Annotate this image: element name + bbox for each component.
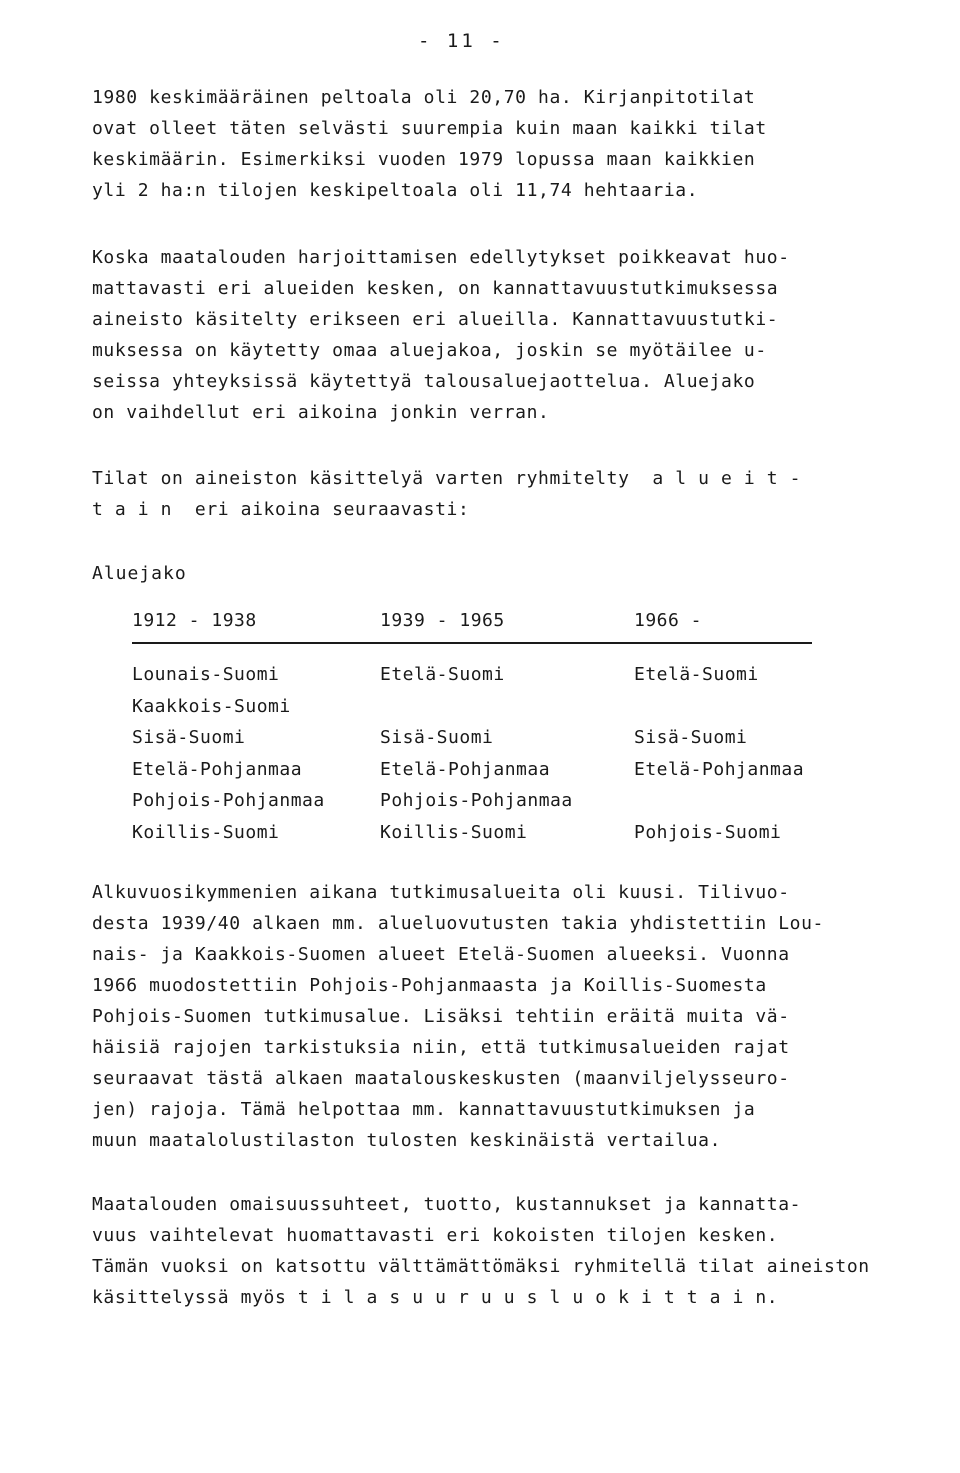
column-header: 1912 - 1938 <box>132 610 257 631</box>
table-cell: Koillis-Suomi <box>380 821 528 843</box>
paragraph-koska <box>92 242 912 428</box>
table-cell: Etelä-Suomi <box>634 664 759 685</box>
table-cell: Lounais-Suomi <box>132 664 280 685</box>
paragraph-maatalouden <box>92 1189 912 1313</box>
text-line: muksessa on käytetty omaa aluejakoa, joskin se myötäilee u- <box>92 340 767 361</box>
text-line: 1966 muodostettiin Pohjois-Pohjanmaasta ja Koillis-Suomesta <box>92 975 767 996</box>
table-cell: Etelä-Pohjanmaa <box>132 758 303 780</box>
table-row <box>132 759 832 791</box>
text-line: seuraavat tästä alkaen maatalouskeskusten (maanviljelysseuro- <box>92 1068 790 1089</box>
text-line: Pohjois-Suomen tutkimusalue. Lisäksi tehtiin eräitä muita vä- <box>92 1006 790 1027</box>
table-row <box>132 696 832 728</box>
text-line: Koska maatalouden harjoittamisen edellytykset poikkeavat huo- <box>92 247 790 268</box>
paragraph-intro <box>92 82 912 206</box>
table-row <box>132 664 832 696</box>
table-cell: Etelä-Pohjanmaa <box>380 758 551 780</box>
text-line: mattavasti eri alueiden kesken, on kannattavuustutkimuksessa <box>92 278 779 299</box>
aluejako-table <box>132 608 832 853</box>
table-cell: Koillis-Suomi <box>132 821 280 843</box>
column-header: 1939 - 1965 <box>380 610 505 631</box>
text-line: desta 1939/40 alkaen mm. alueluovutusten takia yhdistettiin Lou- <box>92 913 824 934</box>
table-cell: Pohjois-Pohjanmaa <box>132 790 325 811</box>
text-line: Maatalouden omaisuussuhteet, tuotto, kustannukset ja kannatta- <box>92 1194 802 1215</box>
text-line: jen) rajoja. Tämä helpottaa mm. kannattavuustutkimuksen ja <box>92 1099 756 1120</box>
table-cell: Etelä-Pohjanmaa <box>634 758 805 780</box>
table-header <box>132 608 812 644</box>
text-line: nais- ja Kaakkois-Suomen alueet Etelä-Suomen alueeksi. Vuonna <box>92 944 790 965</box>
text-line: t a i n eri aikoina seuraavasti: <box>92 499 470 520</box>
text-line: Tilat on aineiston käsittelyä varten ryhmitelty a l u e i t - <box>92 468 802 489</box>
paragraph-tilat <box>92 463 912 525</box>
page-number: - 11 - <box>418 30 505 52</box>
text-line: aineisto käsitelty erikseen eri alueilla. Kannattavuustutki- <box>92 309 779 330</box>
text-line: häisiä rajojen tarkistuksia niin, että tutkimusalueiden rajat <box>92 1037 790 1058</box>
text-line: 1980 keskimääräinen peltoala oli 20,70 ha. Kirjanpitotilat <box>92 87 756 108</box>
table-cell: Pohjois-Suomi <box>634 821 782 843</box>
text-line: keskimäärin. Esimerkiksi vuoden 1979 lopussa maan kaikkien <box>92 149 756 170</box>
table-cell: Sisä-Suomi <box>132 727 246 748</box>
table-cell: Pohjois-Pohjanmaa <box>380 790 573 811</box>
text-line: seissa yhteyksissä käytettyä talousaluejaottelua. Aluejako <box>92 371 756 392</box>
column-header: 1966 - <box>634 610 703 631</box>
text-line: käsittelyssä myös t i l a s u u r u u s l u o k i t t a i n. <box>92 1287 779 1308</box>
text-line: vuus vaihtelevat huomattavasti eri kokoisten tilojen kesken. <box>92 1225 779 1246</box>
table-cell: Etelä-Suomi <box>380 664 505 685</box>
text-line: Tämän vuoksi on katsottu välttämättömäksi ryhmitellä tilat aineiston <box>92 1256 870 1277</box>
table-row <box>132 822 832 854</box>
table-row <box>132 790 832 822</box>
text-line: yli 2 ha:n tilojen keskipeltoala oli 11,74 hehtaaria. <box>92 180 699 201</box>
aluejako-heading: Aluejako <box>92 563 187 584</box>
text-line: ovat olleet täten selvästi suurempia kuin maan kaikki tilat <box>92 118 767 139</box>
text-line: muun maatalolustilaston tulosten keskinäistä vertailua. <box>92 1130 722 1151</box>
text-line: Alkuvuosikymmenien aikana tutkimusalueita oli kuusi. Tilivuo- <box>92 882 790 903</box>
paragraph-alkuvuosi <box>92 877 912 1156</box>
table-cell: Sisä-Suomi <box>634 727 748 748</box>
table-row <box>132 727 832 759</box>
table-body <box>132 664 832 853</box>
table-cell: Kaakkois-Suomi <box>132 695 291 717</box>
table-cell: Sisä-Suomi <box>380 727 494 748</box>
text-line: on vaihdellut eri aikoina jonkin verran. <box>92 402 550 423</box>
